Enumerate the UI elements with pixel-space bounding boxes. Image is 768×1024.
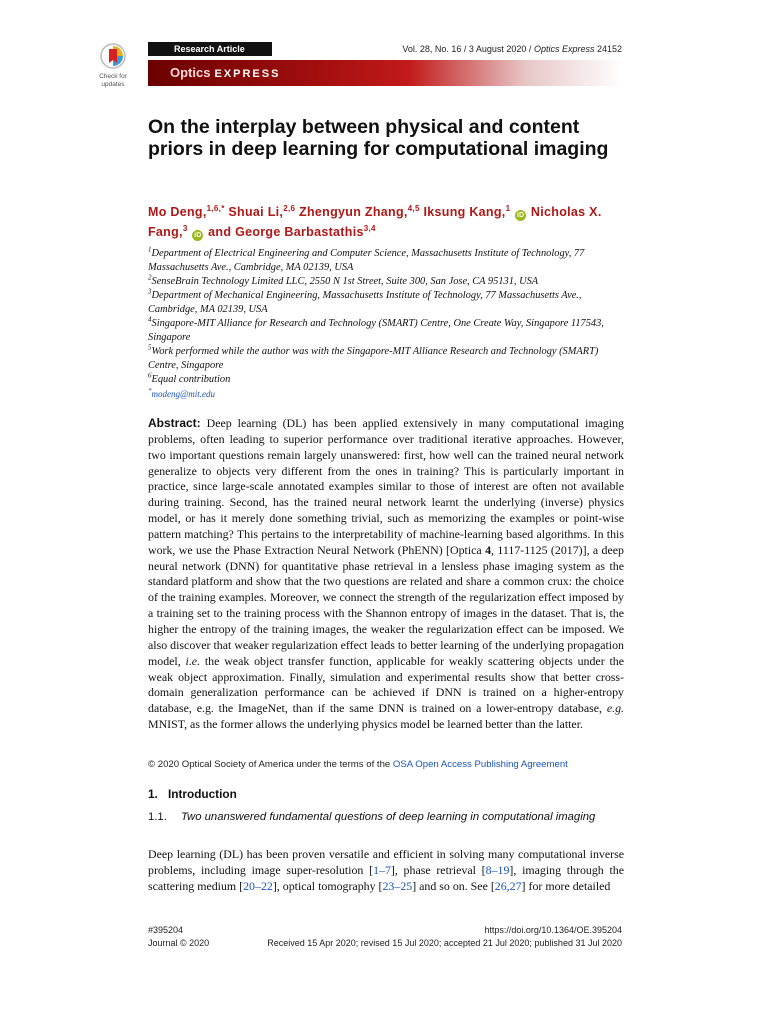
footer-dates: Received 15 Apr 2020; revised 15 Jul 2020; accepted 21 Jul 2020; published 31 Jul 2020 (267, 938, 622, 948)
license-link[interactable]: OSA Open Access Publishing Agreement (392, 759, 568, 770)
affiliation-sup: 4 (148, 315, 152, 324)
affiliation-sup: 1 (148, 245, 152, 254)
subsection-title: Two unanswered fundamental questions of deep learning in computational imaging (181, 811, 596, 823)
orcid-icon[interactable]: iD (516, 212, 525, 219)
affiliation-sup: 2 (148, 273, 152, 282)
author-affil-sup: 1,6,* (206, 203, 225, 213)
email-sup: * (148, 387, 152, 395)
badge-label-line-1: Check for (99, 73, 127, 80)
body-text: ], imaging through the scattering medium [ (148, 862, 624, 893)
reference-link[interactable]: 8–19 (485, 862, 510, 877)
subsection-number: 1.1. (148, 811, 167, 823)
author-name[interactable]: Mo Deng, (148, 205, 207, 219)
subsection-heading (148, 810, 626, 825)
abstract-text: Deep learning (DL) has been applied extensively in many computational imaging problems, often leading to superior performance over traditional iterative approaches. However, two important questions remain largely unanswered: first, how well can the trained neural network generalize to objects very different from the ones in training? This is particularly important in practice, since large-scale annotated examples similar to those of interest are often not available during training. Second, has the trained neural network learnt the underlying (inverse) physics model, or has it merely done something trivial, such as memorizing the examples or point-wise pattern matching? This pertains to the interpretability of machine-learning based algorithms. In this work, we use the Phase Extraction Neural Network (PhENN) [Optica (148, 416, 624, 557)
corresponding-email[interactable] (148, 387, 624, 401)
journal-logo-express: EXPRESS (214, 68, 281, 80)
reference-link[interactable]: 26,27 (494, 878, 522, 893)
affiliation-text: Department of Electrical Engineering and Computer Science, Massachusetts Institute of Technology, 77 Massachusetts Ave., Cambridge, MA 02139, USA (148, 248, 585, 273)
author-name[interactable]: Nicholas X. Fang, (148, 205, 602, 239)
body-text: ], optical tomography [ (272, 878, 383, 893)
abstract-volume: 4 (485, 542, 492, 557)
affiliation-sup: 5 (148, 343, 152, 352)
author-affil-sup: 3,4 (363, 223, 376, 233)
citation-prefix: Vol. 28, No. 16 / 3 August 2020 / (402, 44, 534, 54)
affiliations (148, 247, 624, 401)
author-list (148, 202, 622, 242)
check-for-updates-badge[interactable] (92, 42, 134, 88)
body-text: ] and so on. See [ (412, 878, 495, 893)
footer-article-id: #395204 (148, 925, 184, 935)
section-title: Introduction (168, 787, 237, 801)
body-text: ] for more detailed (521, 878, 611, 893)
affiliation-sup: 6 (148, 371, 152, 380)
reference-link[interactable]: 1–7 (373, 862, 391, 877)
copyright-line (148, 758, 624, 772)
footer-journal: Journal © 2020 (148, 938, 210, 948)
affiliation (148, 373, 624, 387)
affiliation (148, 275, 624, 289)
affiliation (148, 345, 624, 373)
affiliation (148, 247, 624, 275)
body-text: Deep learning (DL) has been proven versatile and efficient in solving many computational inverse problems, including image super-resolution [ (148, 847, 624, 877)
author-name[interactable]: George Barbastathis (235, 225, 364, 239)
abstract-label: Abstract: (148, 416, 201, 430)
abstract-text: , 1117-1125 (2017)], a deep neural network (DNN) for quantitative phase retrieval in a lensless phase imaging system as the standard platform and show that the two questions are related and share a common crux: the choice of the training examples. Moreover, we connect the strength of the regularization effect imposed by a training set to the training process with the Shannon entropy of images in the dataset. That is, the higher the entropy of the training images, the weaker the regularization effect can be imposed. We also discover that weaker regularization effect leads to better learning of the underlying propagation model, (148, 542, 625, 668)
author-affil-sup: 2,6 (283, 203, 296, 213)
badge-label-line-2: updates (101, 81, 125, 88)
abstract-text: the weak object transfer function, applicable for weakly scattering objects under the weak object approximation. Finally, simulation and experimental results show that better cross-domain generalization performance can be achieved if DNN is trained on a higher-entropy database, e.g. the ImageNet, than if the same DNN is trained on a lower-entropy database, (148, 653, 624, 716)
abstract (148, 416, 624, 733)
affiliation (148, 317, 624, 345)
citation-page: 24152 (594, 44, 622, 54)
affiliation-text: Singapore-MIT Alliance for Research and Technology (SMART) Centre, One Create Way, Singapore 117543, Singapore (148, 318, 604, 343)
article-header-bar (148, 42, 622, 56)
email-link[interactable]: modeng@mit.edu (151, 389, 216, 399)
intro-paragraph (148, 847, 624, 895)
section-heading (148, 787, 237, 801)
affiliation-text: Department of Mechanical Engineering, Massachusetts Institute of Technology, 77 Massachusetts Ave., Cambridge, MA 02139, USA (148, 290, 582, 315)
author-name[interactable]: Shuai Li, (228, 205, 284, 219)
paper-title: On the interplay between physical and content priors in deep learning for computational imaging (148, 116, 609, 160)
journal-logo (170, 64, 280, 83)
section-number: 1. (148, 787, 158, 801)
citation-line (402, 42, 622, 56)
journal-banner (148, 60, 622, 86)
affiliation-text: Work performed while the author was with the Singapore-MIT Alliance Research and Technology (SMART) Centre, Singapore (148, 346, 599, 371)
footer-doi-link[interactable]: https://doi.org/10.1364/OE.395204 (484, 925, 622, 935)
affiliation (148, 289, 624, 317)
author-affil-sup: 1 (505, 203, 511, 213)
body-text: ], phase retrieval [ (390, 862, 486, 877)
abstract-text: MNIST, as the former allows the underlying physics model be learned better than the latter. (148, 717, 583, 732)
check-for-updates-icon (100, 42, 126, 72)
article-type: Research Article (174, 44, 245, 54)
affiliation-sup: 3 (148, 287, 152, 296)
reference-link[interactable]: 23–25 (382, 878, 413, 893)
abstract-eg: e.g. (606, 701, 624, 716)
abstract-ie: i.e. (185, 653, 201, 668)
citation-journal: Optics Express (533, 44, 595, 54)
orcid-icon[interactable]: iD (194, 232, 202, 239)
author-name[interactable]: Zhengyun Zhang, (299, 205, 408, 219)
affiliation-text: SenseBrain Technology Limited LLC, 2550 N 1st Street, Suite 300, San Jose, CA 95131, USA (151, 276, 539, 287)
author-affil-sup: 3 (182, 223, 188, 233)
author-affil-sup: 4,5 (407, 203, 420, 213)
journal-logo-optics: Optics (170, 65, 211, 80)
author-name[interactable]: Iksung Kang, (423, 205, 506, 219)
reference-link[interactable]: 20–22 (243, 878, 273, 893)
affiliation-text: Equal contribution (151, 374, 231, 385)
author-conjunction: and (208, 225, 232, 239)
copyright-text: © 2020 Optical Society of America under the terms of the (148, 759, 393, 770)
